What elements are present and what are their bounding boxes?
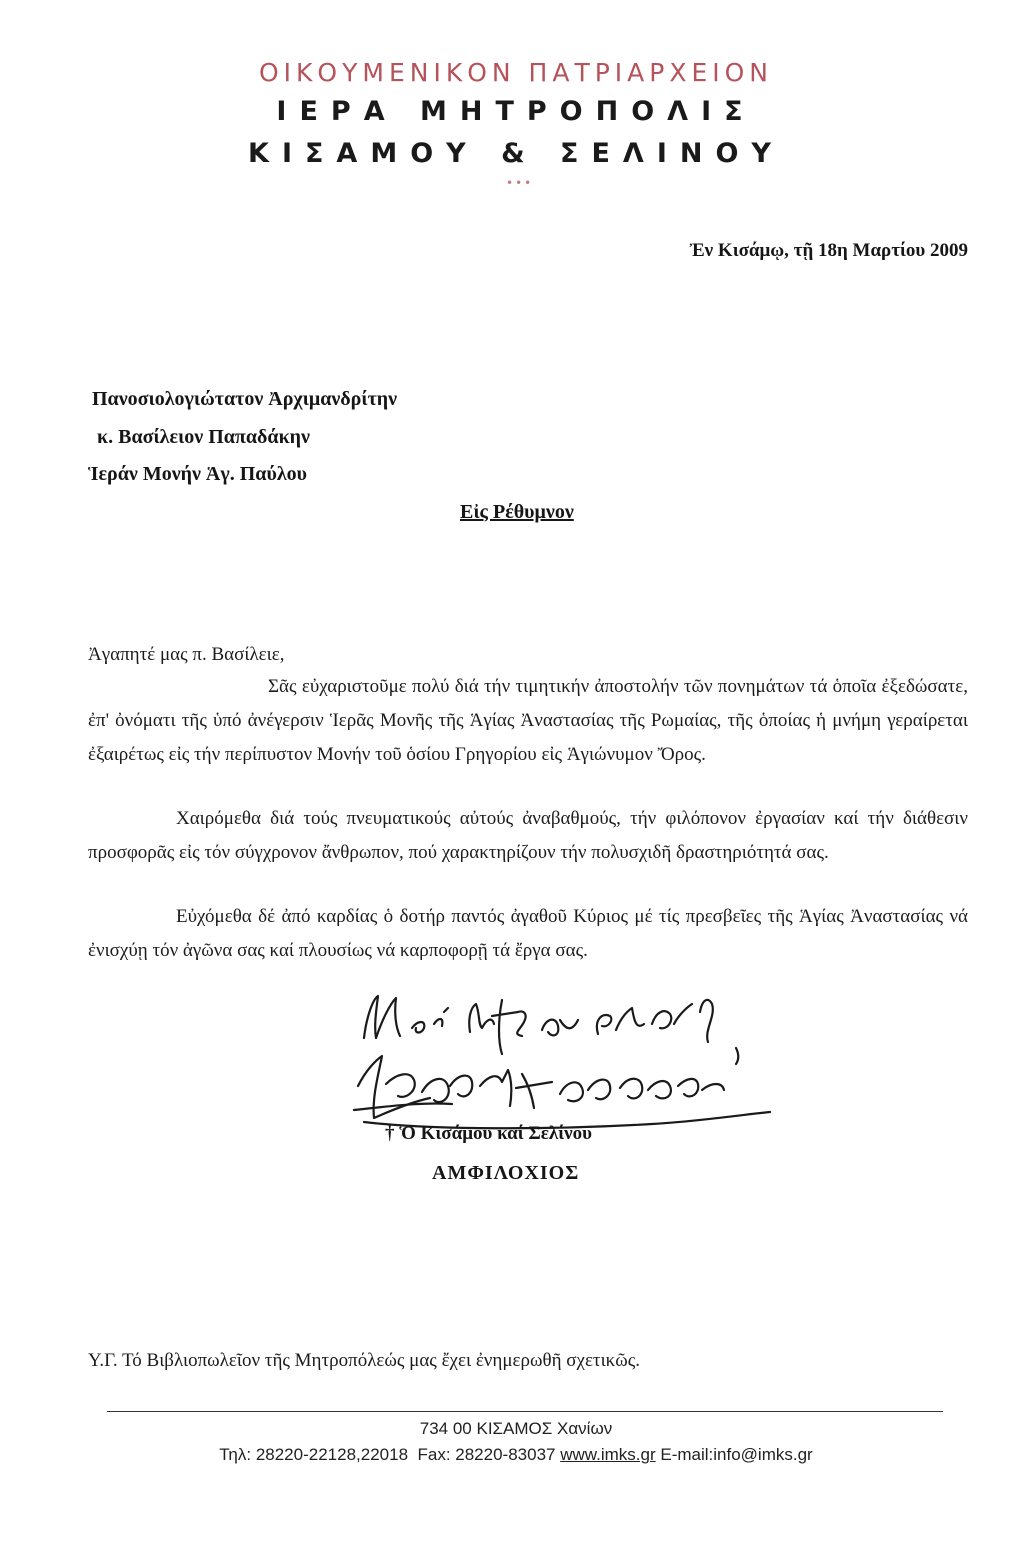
- letterhead-metropolis: ΙΕΡΑ ΜΗΤΡΟΠΟΛΙΣ: [276, 96, 756, 127]
- body-paragraph-2: Χαιρόμεθα διά τούς πνευματικούς αὐτούς ἀναβαθμούς, τήν φιλόπονον ἐργασίαν καί τήν διάθεσιν προσφορᾶς εἰς τόν σύγχρονον ἄνθρωπον, πού χαρακτηρίζουν τήν πολυσχιδῆ δραστηριότητά σας.: [88, 808, 968, 863]
- signatory-name: ΑΜΦΙΛΟΧΙΟΣ: [432, 1162, 580, 1184]
- footer-address: 734 00 ΚΙΣΑΜΟΣ Χανίων: [419, 1419, 613, 1438]
- letter-date: Ἐν Κισάμῳ, τῇ 18η Μαρτίου 2009: [689, 240, 968, 261]
- footer-phone: Τηλ: 28220-22128,22018: [219, 1445, 409, 1464]
- recipient-title: Πανοσιολογιώτατον Ἀρχιμανδρίτην: [92, 388, 398, 410]
- footer-website-link[interactable]: www.imks.gr: [560, 1445, 656, 1464]
- footer-contact: [0, 1445, 1032, 1465]
- body-paragraph-1: Σᾶς εὐχαριστοῦμε πολύ διά τήν τιμητικήν ἀποστολήν τῶν πονημάτων τά ὁποῖα ἐξεδώσατε, ἐπ' ὀνόματι τῆς ὑπό ἀνέγερσιν Ἱερᾶς Μονῆς τῆς Ἁγίας Ἀναστασίας τῆς Ρωμαίας, τῆς ὁποίας ἡ μνήμη γεραίρεται ἐξαιρέτως εἰς τήν περίπυστον Μονήν τοῦ ὁσίου Γρηγορίου εἰς Ἁγιώνυμον Ὄρος.: [88, 676, 968, 765]
- footer-email[interactable]: E-mail:info@imks.gr: [660, 1445, 813, 1464]
- footer-divider: [107, 1411, 943, 1412]
- handwritten-signature: [352, 990, 772, 1140]
- letterhead-patriarchate: ΟΙΚΟΥΜΕΝΙΚΟΝ ΠΑΤΡΙΑΡΧΕΙΟΝ: [258, 58, 774, 87]
- body-paragraph-3: Εὐχόμεθα δέ ἀπό καρδίας ὁ δοτήρ παντός ἀγαθοῦ Κύριος μέ τίς πρεσβεῖες τῆς Ἁγίας Ἀναστασίας νά ἐνισχύῃ τόν ἀγῶνα σας καί πλουσίως νά καρποφορῇ τά ἔργα σας.: [88, 906, 968, 961]
- signatory-title: † Ὁ Κισάμου καί Σελίνου: [385, 1123, 592, 1144]
- postscript: Υ.Γ. Τό Βιβλιοπωλεῖον τῆς Μητροπόλεώς μας ἔχει ἐνημερωθῆ σχετικῶς.: [88, 1350, 641, 1371]
- recipient-name: κ. Βασίλειον Παπαδάκην: [97, 426, 310, 448]
- footer-fax: Fax: 28220-83037: [417, 1445, 556, 1464]
- letterhead-ornament: •••: [506, 176, 534, 190]
- recipient-destination: Εἰς Ρέθυμνον: [460, 501, 574, 523]
- recipient-monastery: Ἱεράν Μονήν Ἁγ. Παύλου: [88, 463, 308, 485]
- salutation: Ἀγαπητέ μας π. Βασίλειε,: [88, 644, 285, 665]
- letterhead-diocese: ΚΙΣΑΜΟΥ & ΣΕΛΙΝΟΥ: [248, 138, 784, 169]
